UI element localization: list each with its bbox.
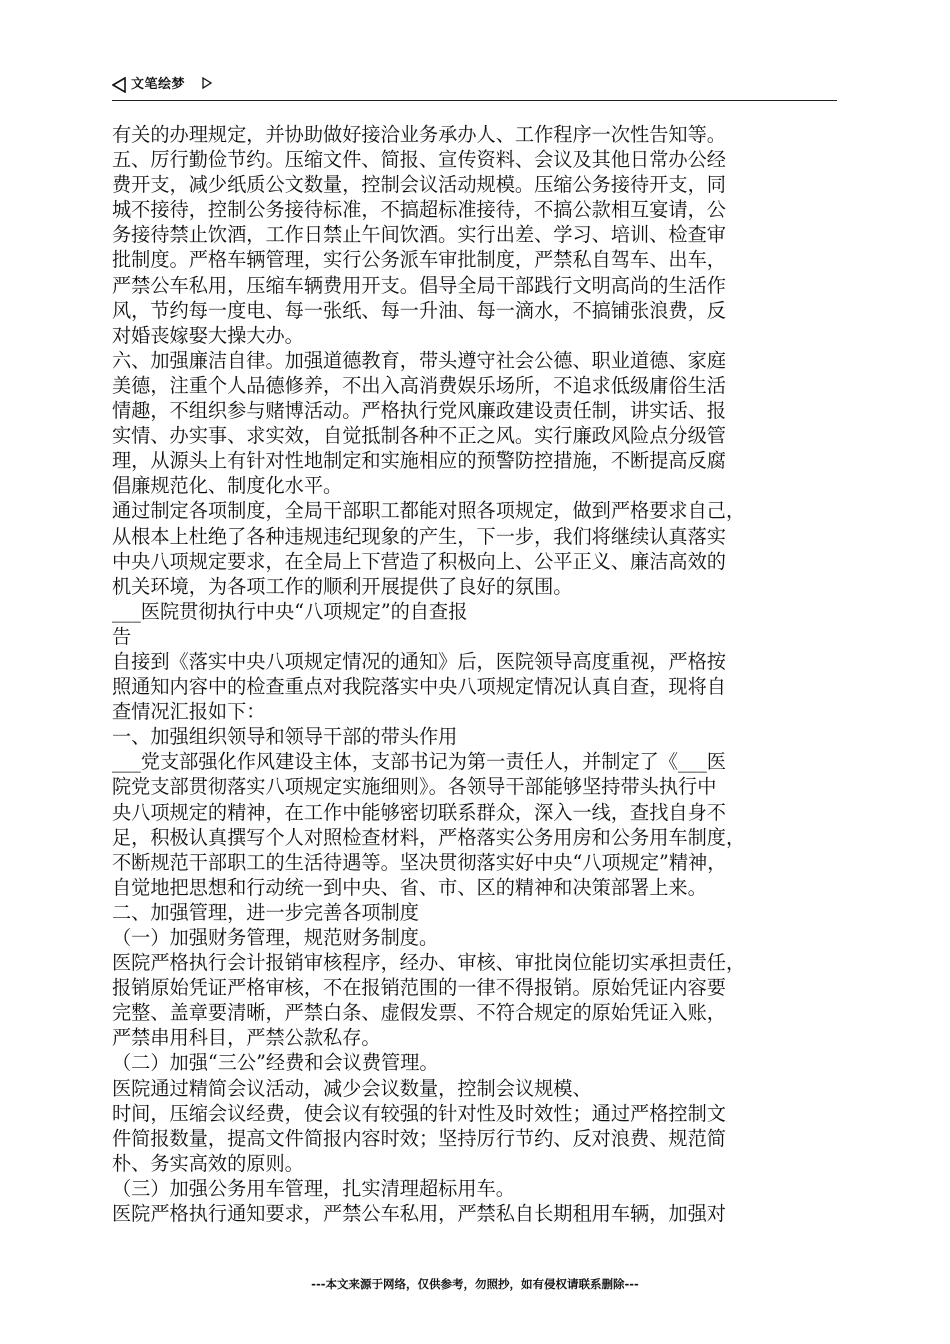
text-line: 自觉地把思想和行动统一到中央、省、市、区的精神和决策部署上来。	[112, 875, 707, 899]
text-line: 件简报数量，提高文件简报内容时效；坚持厉行节约、反对浪费、规范简	[112, 1126, 726, 1150]
text-line: 一、加强组织领导和领导干部的带头作用	[112, 725, 458, 749]
text-line: （二）加强“三公”经费和会议费管理。	[112, 1051, 439, 1075]
text-line: 朴、务实高效的原则。	[112, 1151, 304, 1175]
header-title: 文笔绘梦	[131, 77, 186, 92]
text-line: 照通知内容中的检查重点对我院落实中央八项规定情况认真自查，现将自	[112, 675, 726, 699]
page-header	[112, 74, 837, 101]
text-line: ___医院贯彻执行中央“八项规定”的自查报	[112, 599, 468, 623]
text-line: 央八项规定的精神，在工作中能够密切联系群众，深入一线，查找自身不	[112, 800, 726, 824]
text-line: 院党支部贯彻落实八项规定实施细则》。各领导干部能够坚持带头执行中	[112, 775, 717, 799]
text-line: 五、厉行勤俭节约。压缩文件、简报、宣传资料、会议及其他日常办公经	[112, 148, 726, 172]
text-line: 城不接待，控制公务接待标准，不搞超标准接待，不搞公款相互宴请，公	[112, 198, 726, 222]
document-body	[112, 122, 842, 1226]
triangle-right-icon	[202, 77, 212, 89]
triangle-left-icon	[112, 77, 126, 93]
text-line: 严禁公车私用，压缩车辆费用开支。倡导全局干部践行文明高尚的生活作	[112, 273, 726, 297]
text-line: 二、加强管理，进一步完善各项制度	[112, 900, 419, 924]
text-line: 风，节约每一度电、每一张纸、每一升油、每一滴水，不搞铺张浪费，反	[112, 298, 726, 322]
footer-disclaimer: ---本文来源于网络，仅供参考，勿照抄，如有侵权请联系删除---	[311, 1277, 639, 1291]
text-line: 医院严格执行会计报销审核程序，经办、审核、审批岗位能切实承担责任，	[112, 951, 746, 975]
text-line: 完整、盖章要清晰，严禁白条、虚假发票、不符合规定的原始凭证入账，	[112, 1001, 726, 1025]
text-line: 批制度。严格车辆管理，实行公务派车审批制度，严禁私自驾车、出车，	[112, 248, 726, 272]
text-line: 费开支，减少纸质公文数量，控制会议活动规模。压缩公务接待开支，同	[112, 173, 726, 197]
text-line: 不断规范干部职工的生活待遇等。坚决贯彻落实好中央“八项规定”精神，	[112, 850, 727, 874]
text-line: 时间，压缩会议经费，使会议有较强的针对性及时效性；通过严格控制文	[112, 1101, 726, 1125]
text-line: 实情、办实事、求实效，自觉抵制各种不正之风。实行廉政风险点分级管	[112, 424, 726, 448]
text-line: 查情况汇报如下：	[112, 700, 266, 724]
text-line: （三）加强公务用车管理，扎实清理超标用车。	[112, 1176, 515, 1200]
text-line: 情趣，不组织参与赌博活动。严格执行党风廉政建设责任制，讲实话、报	[112, 399, 726, 423]
text-line: 告	[112, 624, 132, 648]
text-line: 足，积极认真撰写个人对照检查材料，严格落实公务用房和公务用车制度，	[112, 825, 746, 849]
text-line: 有关的办理规定，并协助做好接洽业务承办人、工作程序一次性告知等。	[112, 123, 726, 146]
text-line: 倡廉规范化、制度化水平。	[112, 474, 343, 498]
text-line: 报销原始凭证严格审核，不在报销范围的一律不得报销。原始凭证内容要	[112, 976, 726, 1000]
text-line: 自接到《落实中央八项规定情况的通知》后，医院领导高度重视，严格按	[112, 649, 726, 673]
text-line: 通过制定各项制度，全局干部职工都能对照各项规定，做到严格要求自己，	[112, 499, 746, 523]
text-line: 中央八项规定要求，在全局上下营造了积极向上、公平正义、廉洁高效的	[112, 549, 726, 573]
text-line: ___党支部强化作风建设主体，支部书记为第一责任人，并制定了《___医	[112, 750, 726, 774]
text-line: 医院通过精简会议活动，减少会议数量，控制会议规模、	[112, 1076, 592, 1100]
text-line: 医院严格执行通知要求，严禁公车私用，严禁私自长期租用车辆，加强对	[112, 1202, 726, 1226]
text-line: 理，从源头上有针对性地制定和实施相应的预警防控措施，不断提高反腐	[112, 449, 726, 473]
text-line: 从根本上杜绝了各种违规违纪现象的产生，下一步，我们将继续认真落实	[112, 524, 726, 548]
text-line: 对婚丧嫁娶大操大办。	[112, 323, 304, 347]
text-line: 美德，注重个人品德修养，不出入高消费娱乐场所，不追求低级庸俗生活	[112, 373, 726, 397]
text-line: 六、加强廉洁自律。加强道德教育，带头遵守社会公德、职业道德、家庭	[112, 348, 726, 372]
text-line: 机关环境，为各项工作的顺利开展提供了良好的氛围。	[112, 574, 573, 598]
text-line: 严禁串用科目，严禁公款私存。	[112, 1026, 381, 1050]
text-line: 务接待禁止饮酒，工作日禁止午间饮酒。实行出差、学习、培训、检查审	[112, 223, 726, 247]
text-line: （一）加强财务管理，规范财务制度。	[112, 926, 439, 949]
